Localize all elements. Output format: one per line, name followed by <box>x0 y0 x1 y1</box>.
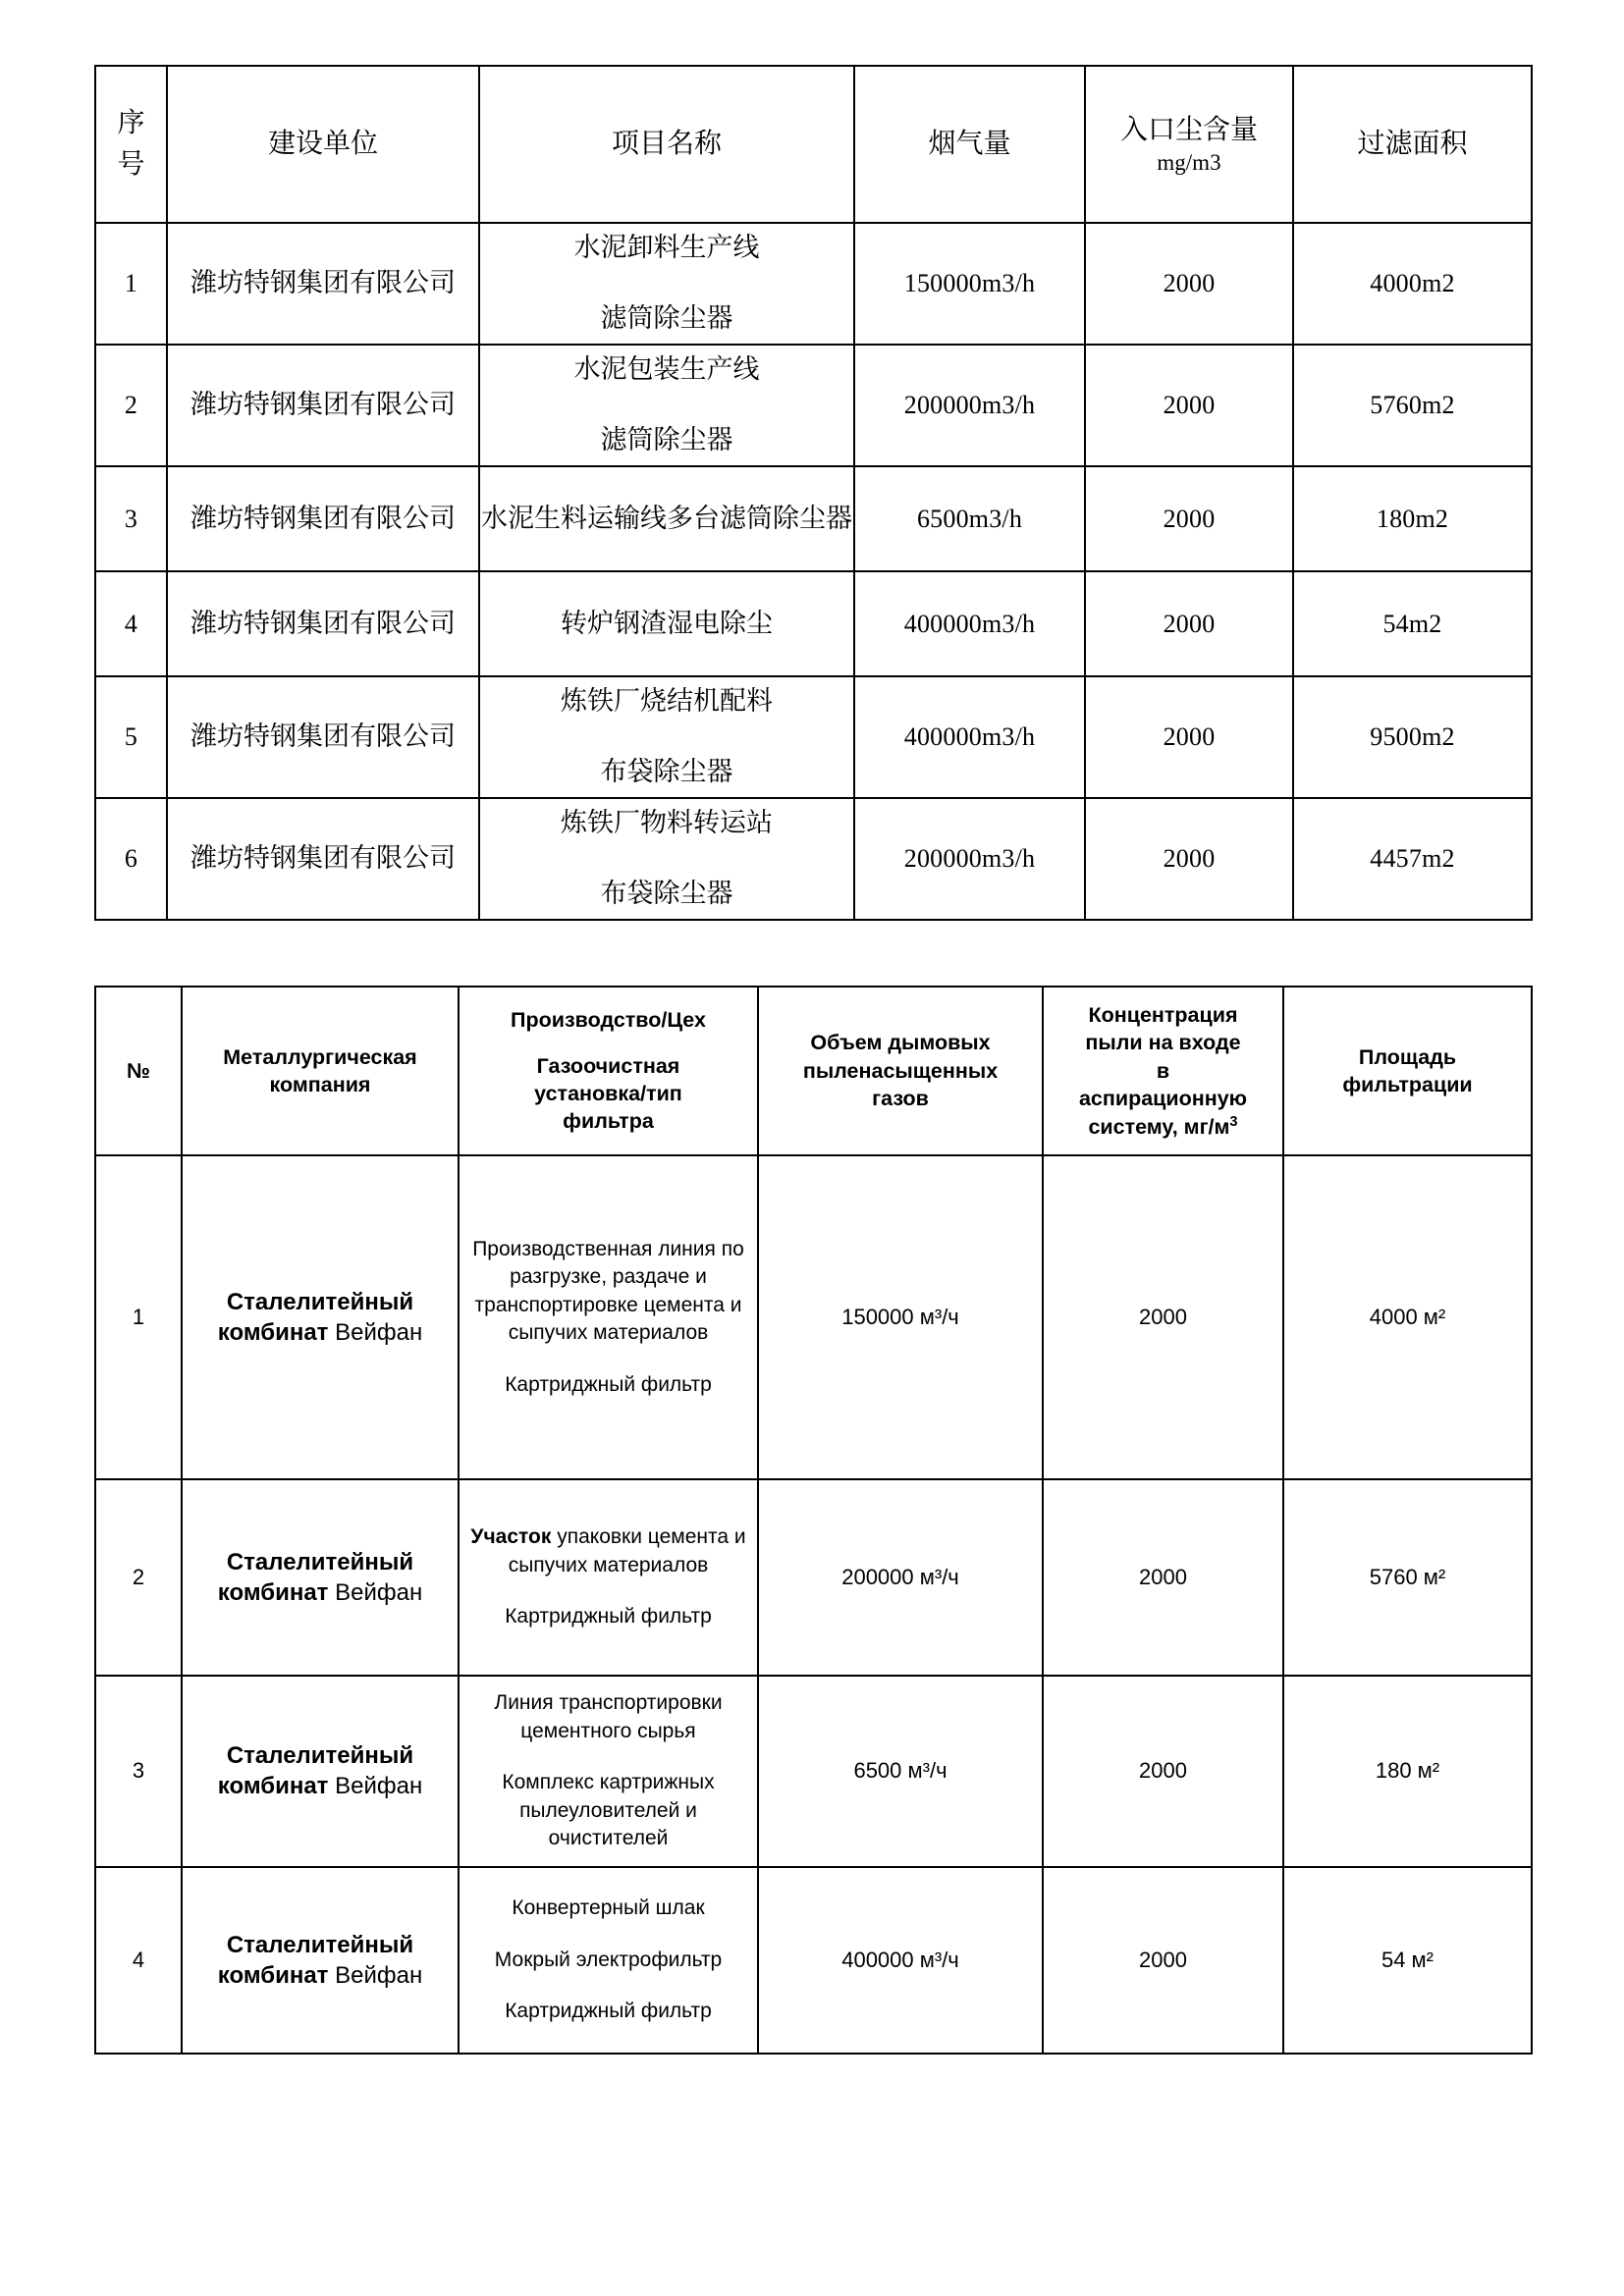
cell-dust-concentration: 2000 <box>1043 1867 1283 2054</box>
table-row <box>95 798 1532 920</box>
table-row <box>95 571 1532 676</box>
cell-company-regular: Вейфан <box>335 1961 423 1989</box>
header-filter-area <box>1283 987 1532 1155</box>
cell-company <box>182 1867 459 2054</box>
cell-seq: 2 <box>95 345 167 466</box>
chinese-table-header <box>95 66 1532 223</box>
header-gas-line3: газов <box>872 1087 929 1111</box>
cell-filter-area: 9500m2 <box>1293 676 1532 798</box>
header-company <box>182 987 459 1155</box>
cell-gas-volume: 200000m3/h <box>854 345 1085 466</box>
cell-unit: 潍坊特钢集团有限公司 <box>167 676 479 798</box>
cell-unit: 潍坊特钢集团有限公司 <box>167 345 479 466</box>
header-process-line3: установка/тип <box>534 1081 682 1105</box>
cell-project <box>479 798 854 920</box>
header-inlet-dust-unit: mg/m3 <box>1157 149 1221 175</box>
cell-inlet-dust: 2000 <box>1085 466 1293 571</box>
header-unit <box>167 66 479 223</box>
cell-company-regular: Вейфан <box>335 1318 423 1346</box>
cell-process <box>459 1155 758 1479</box>
cell-gas-volume: 200000m3/h <box>854 798 1085 920</box>
cell-project-line2: 滤筒除尘器 <box>600 425 733 454</box>
cell-unit: 潍坊特钢集团有限公司 <box>167 223 479 345</box>
cell-company-bold: Сталелитейный комбинат <box>217 1742 414 1800</box>
header-row <box>95 987 1532 1155</box>
cell-inlet-dust: 2000 <box>1085 223 1293 345</box>
header-company-line1: Металлургическая <box>223 1044 417 1069</box>
cell-seq: 5 <box>95 676 167 798</box>
header-project <box>479 66 854 223</box>
cell-project: 水泥生料运输线多台滤筒除尘器 <box>479 466 854 571</box>
table-row <box>95 466 1532 571</box>
cell-gas-volume: 400000m3/h <box>854 676 1085 798</box>
header-dust-line3: в <box>1156 1058 1170 1083</box>
russian-table-header <box>95 987 1532 1155</box>
cell-unit: 潍坊特钢集团有限公司 <box>167 466 479 571</box>
cell-num: 1 <box>95 1155 182 1479</box>
cell-seq: 6 <box>95 798 167 920</box>
header-gas-line1: Объем дымовых <box>810 1031 991 1055</box>
header-row <box>95 66 1532 223</box>
header-project-label: 项目名称 <box>611 129 722 160</box>
cell-process-filter: Комплекс картрижных пылеуловителей и очистителей <box>502 1771 715 1850</box>
cell-process-main: Линия транспортировки цементного сырья <box>494 1691 723 1742</box>
cell-gas-volume: 400000m3/h <box>854 571 1085 676</box>
cell-process <box>459 1479 758 1676</box>
table-row <box>95 676 1532 798</box>
cell-inlet-dust: 2000 <box>1085 798 1293 920</box>
cell-seq: 4 <box>95 571 167 676</box>
cell-filter-area: 4000m2 <box>1293 223 1532 345</box>
russian-equipment-table <box>94 986 1533 2055</box>
cell-unit: 潍坊特钢集团有限公司 <box>167 571 479 676</box>
cell-filter-area: 180m2 <box>1293 466 1532 571</box>
header-gas-volume-label: 烟气量 <box>928 129 1011 160</box>
cell-process-main: упаковки цемента и сыпучих материалов <box>508 1525 746 1576</box>
cell-num: 3 <box>95 1676 182 1867</box>
cell-process-main-wrap <box>465 1523 751 1579</box>
cell-gas-volume: 6500 м³/ч <box>758 1676 1043 1867</box>
header-dust-line5 <box>1052 1113 1274 1141</box>
table-row <box>95 1479 1532 1676</box>
header-inlet-dust-label: 入口尘含量 <box>1119 114 1258 145</box>
header-dust-line2: пыли на входе <box>1085 1031 1241 1055</box>
cell-project-line1: 炼铁厂物料转运站 <box>561 808 773 838</box>
cell-process-extra: Картриджный фильтр <box>505 2000 712 2023</box>
header-area-line1: Площадь <box>1358 1044 1457 1069</box>
chinese-equipment-table <box>94 65 1533 921</box>
cell-company <box>182 1676 459 1867</box>
cell-process-filter: Мокрый электрофильтр <box>494 1948 723 1971</box>
cell-num: 4 <box>95 1867 182 2054</box>
cell-project <box>479 223 854 345</box>
header-process <box>459 987 758 1155</box>
header-company-line2: компания <box>269 1072 371 1096</box>
cell-process-filter: Картриджный фильтр <box>505 1372 712 1396</box>
header-gas-volume <box>758 987 1043 1155</box>
cell-dust-concentration: 2000 <box>1043 1676 1283 1867</box>
cell-company <box>182 1479 459 1676</box>
header-gas-line2: пыленасыщенных <box>802 1058 999 1083</box>
cell-filter-area: 54 м² <box>1283 1867 1532 2054</box>
cell-gas-volume: 150000 м³/ч <box>758 1155 1043 1479</box>
cell-process <box>459 1676 758 1867</box>
header-seq-line2: 号 <box>117 149 145 180</box>
cell-process-main: Конвертерный шлак <box>512 1896 705 1920</box>
table-row <box>95 1155 1532 1479</box>
cell-filter-area: 180 м² <box>1283 1676 1532 1867</box>
header-seq <box>95 66 167 223</box>
header-unit-label: 建设单位 <box>267 129 378 160</box>
header-dust-line1: Концентрация <box>1088 1003 1238 1027</box>
header-process-line2: Газоочистная <box>536 1053 680 1078</box>
chinese-table-body <box>95 223 1532 920</box>
header-num: № <box>95 987 182 1155</box>
cell-company-regular: Вейфан <box>335 1578 423 1606</box>
header-dust-line4: аспирационную <box>1078 1087 1248 1111</box>
cell-dust-concentration: 2000 <box>1043 1155 1283 1479</box>
table-row <box>95 345 1532 466</box>
header-gas-volume <box>854 66 1085 223</box>
cell-project-line1: 水泥卸料生产线 <box>573 233 760 263</box>
cell-project-line2: 布袋除尘器 <box>600 879 733 908</box>
cell-inlet-dust: 2000 <box>1085 571 1293 676</box>
cell-gas-volume: 150000m3/h <box>854 223 1085 345</box>
header-inlet-dust <box>1085 66 1293 223</box>
cell-gas-volume: 400000 м³/ч <box>758 1867 1043 2054</box>
header-dust-line5-superscript: 3 <box>1229 1113 1238 1130</box>
header-dust-concentration <box>1043 987 1283 1155</box>
table-row <box>95 1676 1532 1867</box>
cell-company-bold: Сталелитейный комбинат <box>217 1931 414 1989</box>
header-seq-line1: 序 <box>117 108 145 138</box>
cell-gas-volume: 200000 м³/ч <box>758 1479 1043 1676</box>
russian-table-body <box>95 1155 1532 2054</box>
header-filter-area <box>1293 66 1532 223</box>
cell-filter-area: 4457m2 <box>1293 798 1532 920</box>
cell-project <box>479 676 854 798</box>
cell-filter-area: 5760m2 <box>1293 345 1532 466</box>
table-row <box>95 223 1532 345</box>
cell-project <box>479 345 854 466</box>
cell-company-bold: Сталелитейный комбинат <box>217 1548 414 1606</box>
cell-company-bold: Сталелитейный комбинат <box>217 1288 414 1346</box>
cell-process <box>459 1867 758 2054</box>
cell-project-line2: 滤筒除尘器 <box>600 303 733 333</box>
cell-project-line2: 布袋除尘器 <box>600 757 733 786</box>
cell-process-filter: Картриджный фильтр <box>505 1605 712 1629</box>
cell-project-line1: 炼铁厂烧结机配料 <box>561 686 773 717</box>
cell-gas-volume: 6500m3/h <box>854 466 1085 571</box>
table-row <box>95 1867 1532 2054</box>
cell-dust-concentration: 2000 <box>1043 1479 1283 1676</box>
cell-inlet-dust: 2000 <box>1085 676 1293 798</box>
cell-company-regular: Вейфан <box>335 1773 423 1800</box>
cell-inlet-dust: 2000 <box>1085 345 1293 466</box>
cell-project: 转炉钢渣湿电除尘 <box>479 571 854 676</box>
cell-seq: 3 <box>95 466 167 571</box>
cell-process-bold-prefix: Участок <box>470 1525 552 1549</box>
cell-num: 2 <box>95 1479 182 1676</box>
cell-unit: 潍坊特钢集团有限公司 <box>167 798 479 920</box>
cell-filter-area: 5760 м² <box>1283 1479 1532 1676</box>
cell-filter-area: 4000 м² <box>1283 1155 1532 1479</box>
cell-process-main: Производственная линия по разгрузке, раздаче и транспортировке цемента и сыпучих материалов <box>472 1237 744 1345</box>
header-area-line2: фильтрации <box>1342 1072 1473 1096</box>
header-dust-line5-text: систему, мг/м <box>1088 1114 1230 1139</box>
table-separator-gap <box>94 921 1530 986</box>
header-process-line4: фильтра <box>563 1109 654 1134</box>
header-process-line1: Производство/Цех <box>511 1008 706 1033</box>
cell-filter-area: 54m2 <box>1293 571 1532 676</box>
header-filter-area-label: 过滤面积 <box>1357 129 1468 160</box>
cell-company <box>182 1155 459 1479</box>
cell-seq: 1 <box>95 223 167 345</box>
cell-project-line1: 水泥包装生产线 <box>573 354 760 385</box>
